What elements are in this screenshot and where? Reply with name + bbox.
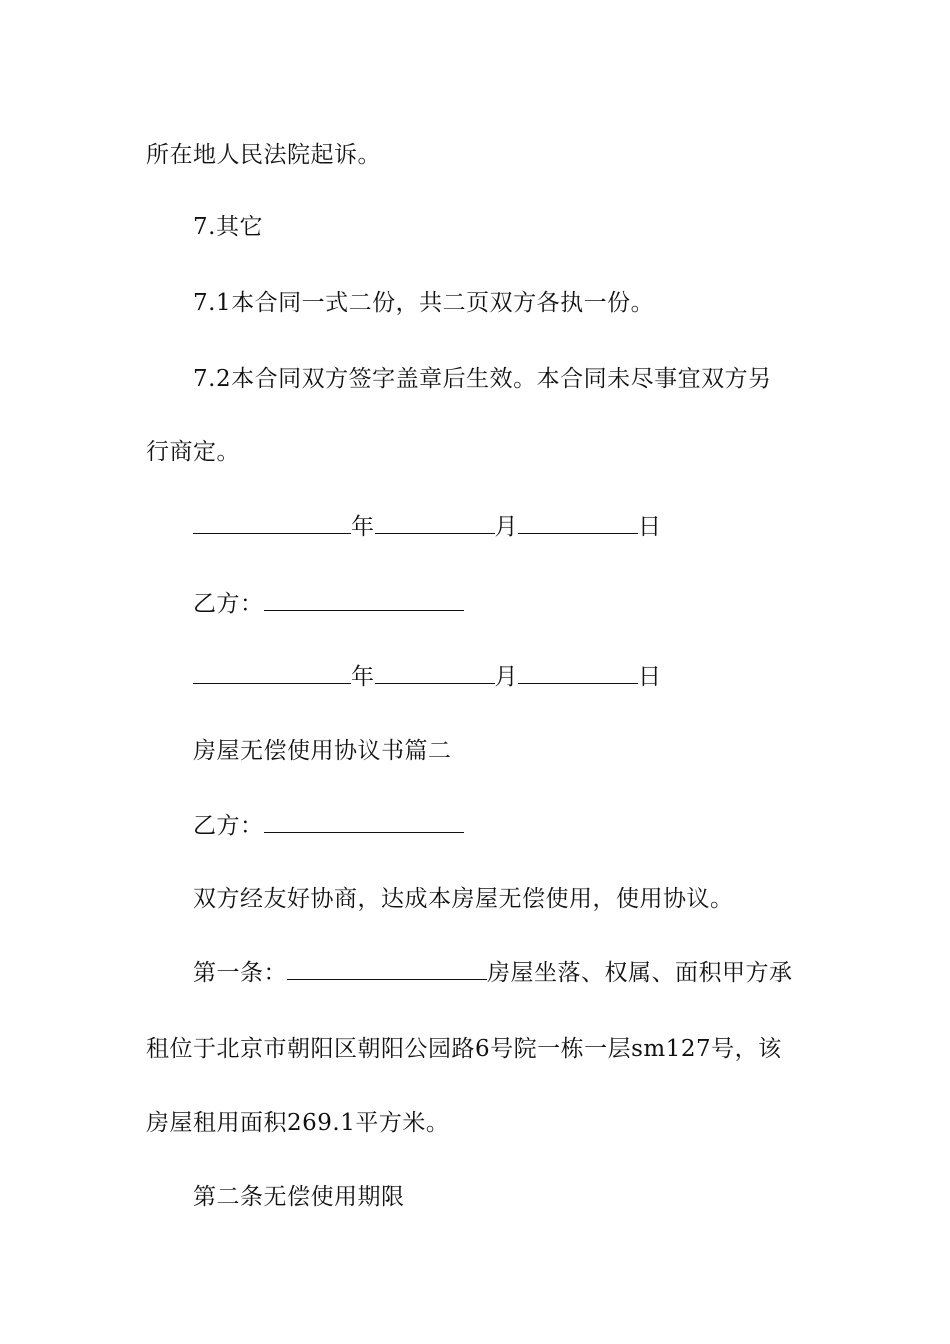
article-one [193,957,805,988]
month-label: 月 [494,514,518,540]
month-blank [375,511,495,534]
paragraph-text: 7.2本合同双方签字盖章后生效。本合同未尽事宜双方另 [193,366,772,392]
article-one-text: 房屋坐落、权属、面积甲方承 [487,960,793,986]
party-b-label: 乙方： [193,591,264,617]
paragraph-text: 房屋租用面积269.1平方米。 [146,1110,450,1136]
day-label: 日 [638,514,662,540]
signature-line [193,810,873,841]
paragraph-text: 所在地人民法院起诉。 [146,142,381,168]
document-heading: 房屋无偿使用协议书篇二 [193,738,452,764]
article-heading: 第二条无偿使用期限 [193,1184,405,1210]
day-blank [518,511,638,534]
signature-blank [264,588,464,611]
paragraph-text: 租位于北京市朝阳区朝阳公园路6号院一栋一层sm127号，该 [146,1036,782,1062]
section-heading: 7.其它 [193,214,263,240]
paragraph-text: 行商定。 [146,439,240,465]
date-line [193,661,873,692]
year-blank [193,661,351,684]
article-one-blank [287,957,487,980]
paragraph-text: 7.1本合同一式二份，共二页双方各执一份。 [193,290,655,316]
date-line [193,511,873,542]
party-b-label: 乙方： [193,813,264,839]
month-blank [375,661,495,684]
signature-blank [264,810,464,833]
year-label: 年 [351,664,375,690]
signature-line [193,588,873,619]
year-blank [193,511,351,534]
year-label: 年 [351,514,375,540]
day-label: 日 [638,664,662,690]
day-blank [518,661,638,684]
paragraph-text: 双方经友好协商，达成本房屋无偿使用，使用协议。 [193,886,734,912]
article-one-label: 第一条： [193,960,287,986]
month-label: 月 [494,664,518,690]
